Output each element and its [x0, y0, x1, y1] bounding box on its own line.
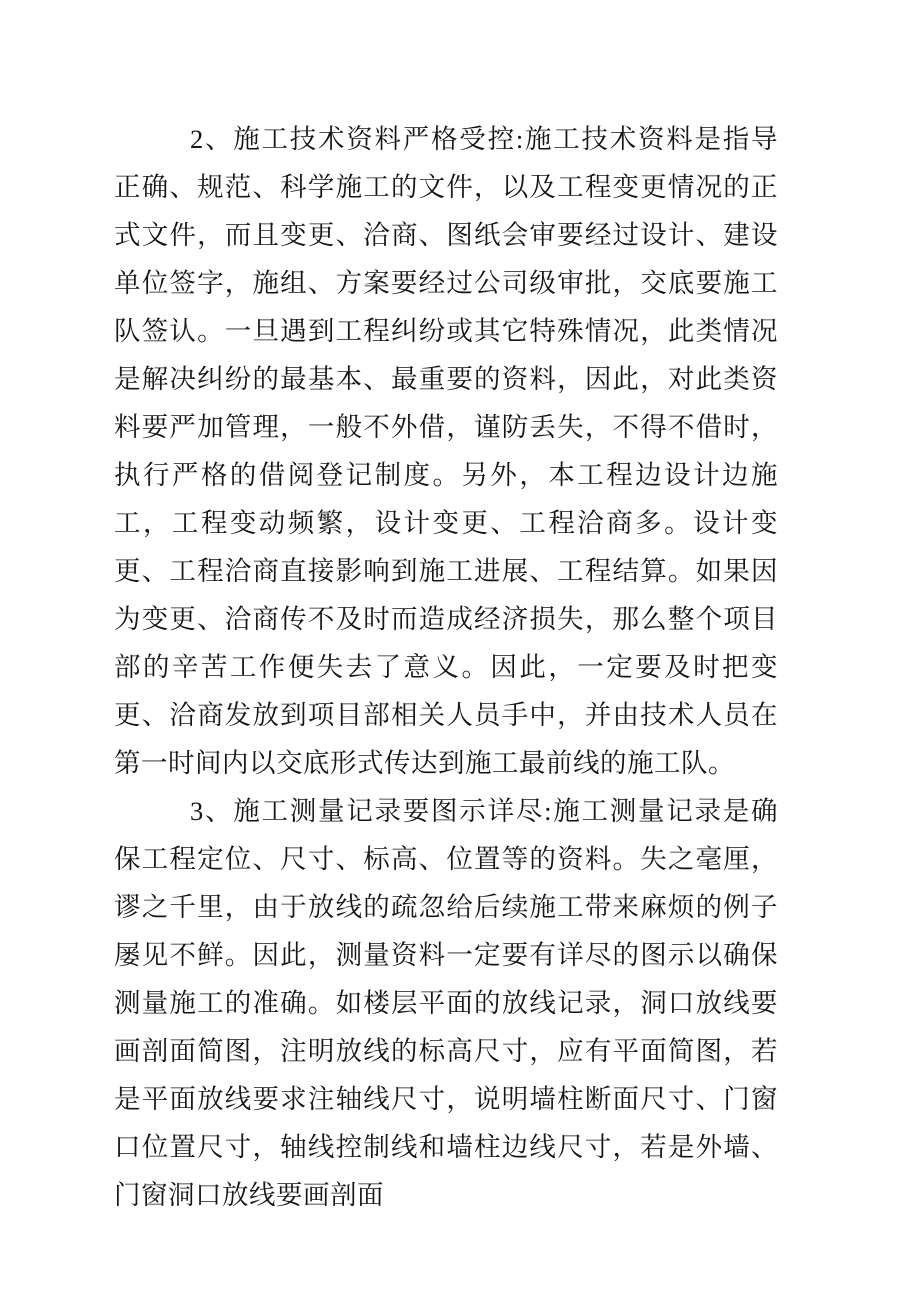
document-text-block	[114, 115, 778, 1219]
paragraph-construction-technical-data: 2、施工技术资料严格受控:施工技术资料是指导正确、规范、科学施工的文件，以及工程变更情况的正式文件，而且变更、洽商、图纸会审要经过设计、建设单位签字，施组、方案要经过公司级审批，交底要施工队签认。一旦遇到工程纠纷或其它特殊情况，此类情况是解决纠纷的最基本、最重要的资料，因此，对此类资料要严加管理，一般不外借，谨防丢失，不得不借时，执行严格的借阅登记制度。另外，本工程边设计边施工，工程变动频繁，设计变更、工程洽商多。设计变更、工程洽商直接影响到施工进展、工程结算。如果因为变更、洽商传不及时而造成经济损失，那么整个项目部的辛苦工作便失去了意义。因此，一定要及时把变更、洽商发放到项目部相关人员手中，并由技术人员在第一时间内以交底形式传达到施工最前线的施工队。	[114, 124, 778, 778]
paragraph-survey-records: 3、施工测量记录要图示详尽:施工测量记录是确保工程定位、尺寸、标高、位置等的资料。失之毫厘，谬之千里，由于放线的疏忽给后续施工带来麻烦的例子屡见不鲜。因此，测量资料一定要有详尽的图示以确保测量施工的准确。如楼层平面的放线记录，洞口放线要画剖面简图，注明放线的标高尺寸，应有平面简图，若是平面放线要求注轴线尺寸，说明墙柱断面尺寸、门窗口位置尺寸，轴线控制线和墙柱边线尺寸，若是外墙、门窗洞口放线要画剖面	[114, 796, 778, 1210]
